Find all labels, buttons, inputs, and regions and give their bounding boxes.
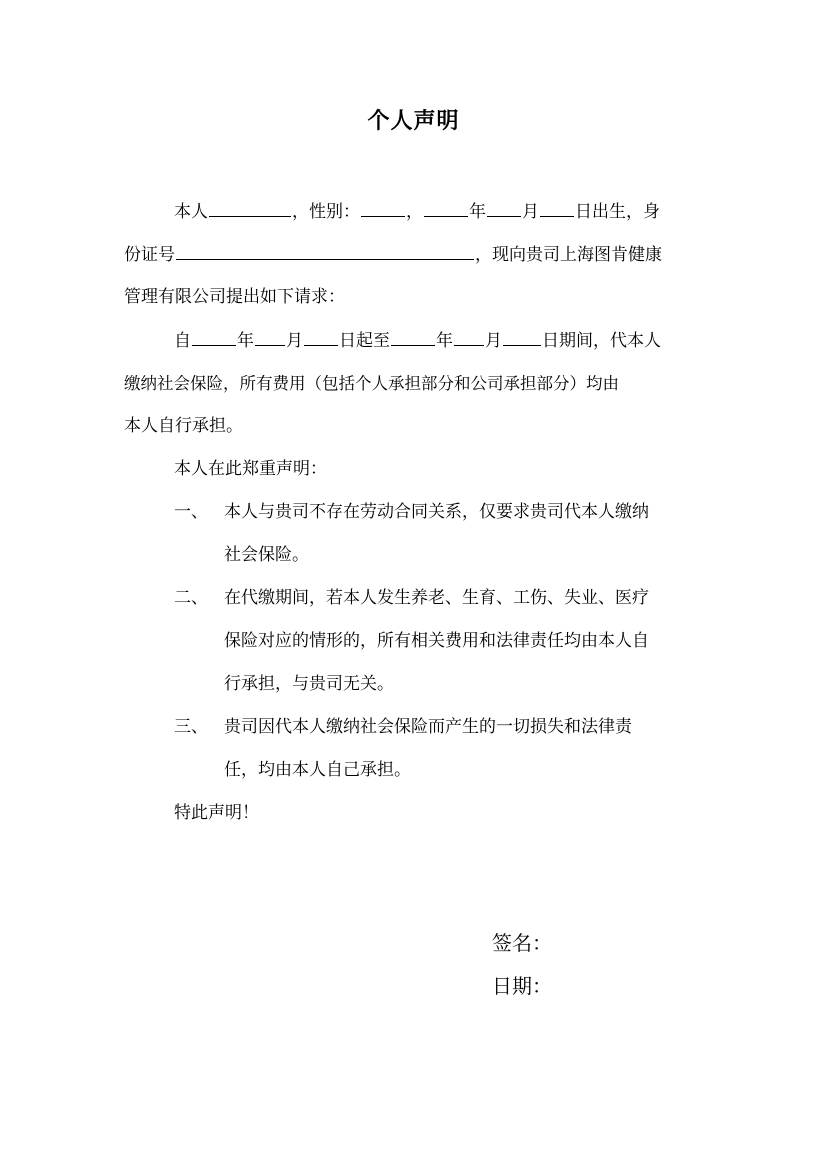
item-number: 一、	[174, 502, 208, 522]
text-segment: 月	[522, 202, 539, 222]
id-number-blank[interactable]	[176, 233, 474, 260]
text-segment: 年	[469, 202, 486, 222]
text-segment: ，性别：	[292, 202, 360, 222]
start-day-blank[interactable]	[304, 319, 338, 346]
end-year-blank[interactable]	[391, 319, 435, 346]
name-blank[interactable]	[209, 190, 291, 217]
closing-text: 特此声明！	[174, 803, 259, 823]
text-segment: 日起至	[339, 331, 390, 351]
item3-line1: 贵司因代本人缴纳社会保险而产生的一切损失和法律责	[224, 717, 632, 737]
gender-blank[interactable]	[361, 190, 405, 217]
para1-line3: 管理有限公司提出如下请求：	[124, 287, 345, 307]
text-segment: ，	[406, 202, 423, 222]
end-day-blank[interactable]	[503, 319, 541, 346]
text-segment: 月	[286, 331, 303, 351]
date-label: 日期：	[492, 974, 552, 998]
text-segment: 月	[485, 331, 502, 351]
item1-line1: 本人与贵司不存在劳动合同关系，仅要求贵司代本人缴纳	[224, 502, 649, 522]
text-segment: 自	[174, 331, 191, 351]
text-segment: 份证号	[124, 245, 175, 265]
end-month-blank[interactable]	[454, 319, 484, 346]
text-segment: 年	[237, 331, 254, 351]
text-segment: 日出生，身	[575, 202, 660, 222]
text-segment: ，现向贵司上海图肯健康	[475, 245, 662, 265]
start-year-blank[interactable]	[192, 319, 236, 346]
birth-day-blank[interactable]	[540, 190, 574, 217]
para2-line2: 缴纳社会保险，所有费用（包括个人承担部分和公司承担部分）均由	[124, 374, 619, 393]
item2-line2: 保险对应的情形的，所有相关费用和法律责任均由本人自	[224, 631, 649, 651]
birth-month-blank[interactable]	[487, 190, 521, 217]
item-number: 三、	[174, 717, 208, 737]
para1-line2	[124, 233, 704, 276]
text-segment: 本人	[174, 202, 208, 222]
signature-label: 签名：	[492, 931, 552, 955]
para2-line3: 本人自行承担。	[124, 416, 243, 436]
declare-intro: 本人在此郑重声明：	[174, 459, 327, 479]
item3-line2: 任，均由本人自己承担。	[224, 760, 411, 780]
item2-line3: 行承担，与贵司无关。	[224, 674, 394, 694]
item-number: 二、	[174, 588, 208, 608]
start-month-blank[interactable]	[255, 319, 285, 346]
para2-line1	[174, 319, 704, 362]
item1-line2: 社会保险。	[224, 545, 309, 565]
text-segment: 日期间，代本人	[542, 331, 661, 351]
birth-year-blank[interactable]	[424, 190, 468, 217]
item2-line1: 在代缴期间，若本人发生养老、生育、工伤、失业、医疗	[224, 588, 649, 608]
page-title: 个人声明	[367, 109, 460, 134]
para1-line1	[174, 190, 704, 233]
text-segment: 年	[436, 331, 453, 351]
